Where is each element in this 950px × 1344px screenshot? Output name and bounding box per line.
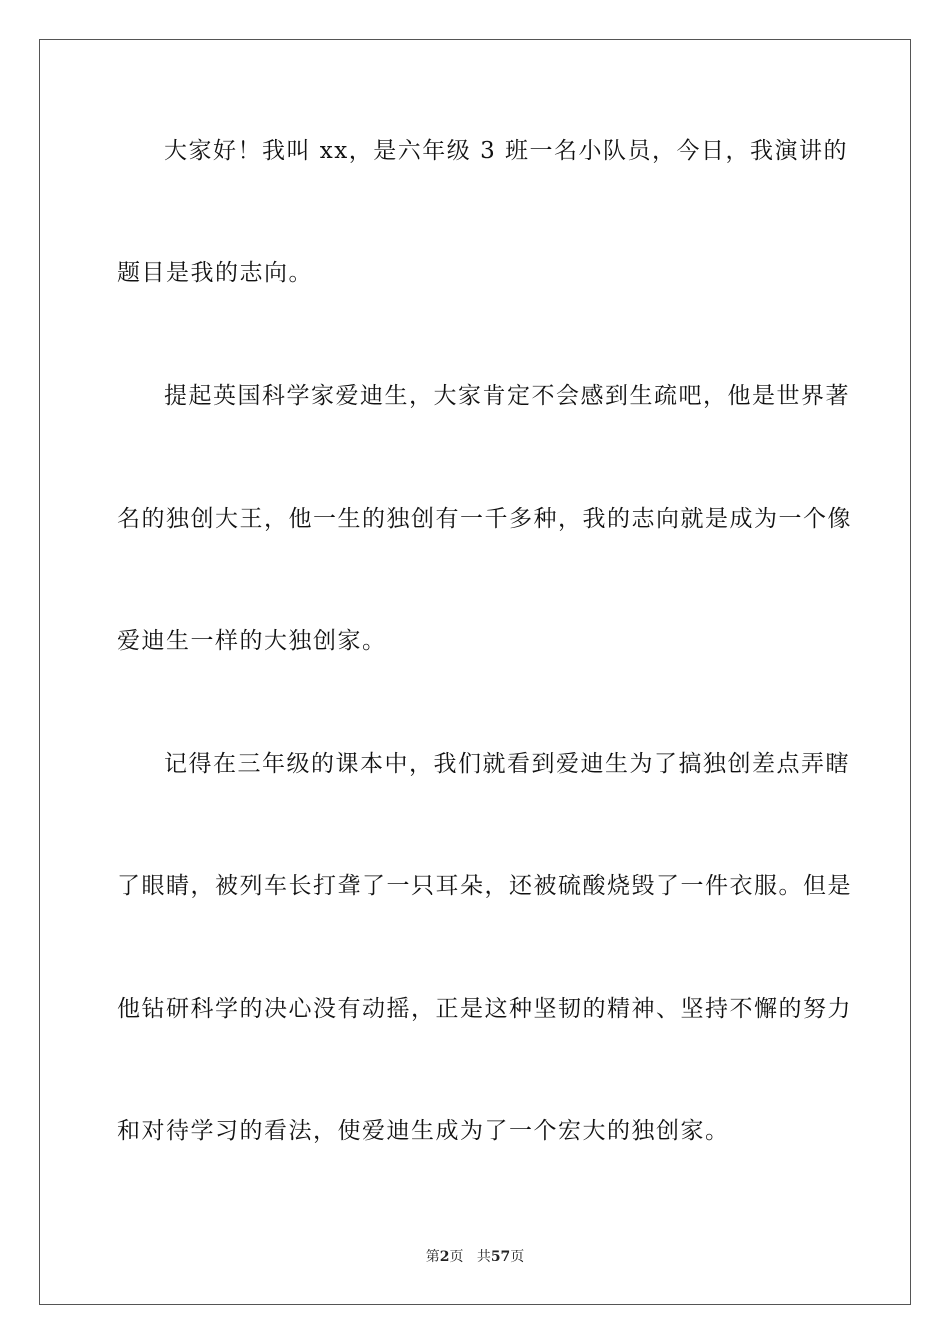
- paragraph-3-line-1: 记得在三年级的课本中，我们就看到爱迪生为了搞独创差点弄瞎: [164, 751, 850, 777]
- total-prefix: 共: [476, 1249, 491, 1265]
- paragraph-3-line-2: 了眼睛，被列车长打聋了一只耳朵，还被硫酸烧毁了一件衣服。但是: [117, 873, 852, 899]
- paragraph-1-line-1: 大家好！我叫 xx，是六年级 3 班一名小队员，今日，我演讲的: [164, 138, 849, 164]
- paragraph-2-line-3: 爱迪生一样的大独创家。: [117, 628, 387, 654]
- total-pages: 57: [490, 1249, 511, 1265]
- paragraph-2-line-1: 提起英国科学家爱迪生，大家肯定不会感到生疏吧，他是世界著: [164, 383, 850, 409]
- page-suffix: 页: [449, 1249, 464, 1265]
- page-number: 2: [439, 1249, 450, 1265]
- page-prefix: 第: [425, 1249, 440, 1265]
- page-footer: [0, 1248, 950, 1266]
- paragraph-1-line-2: 题目是我的志向。: [117, 260, 313, 286]
- paragraph-3-line-4: 和对待学习的看法，使爱迪生成为了一个宏大的独创家。: [117, 1118, 730, 1144]
- total-suffix: 页: [510, 1249, 525, 1265]
- paragraph-2-line-2: 名的独创大王，他一生的独创有一千多种，我的志向就是成为一个像: [117, 506, 852, 532]
- paragraph-3-line-3: 他钻研科学的决心没有动摇，正是这种坚韧的精神、坚持不懈的努力: [117, 996, 852, 1022]
